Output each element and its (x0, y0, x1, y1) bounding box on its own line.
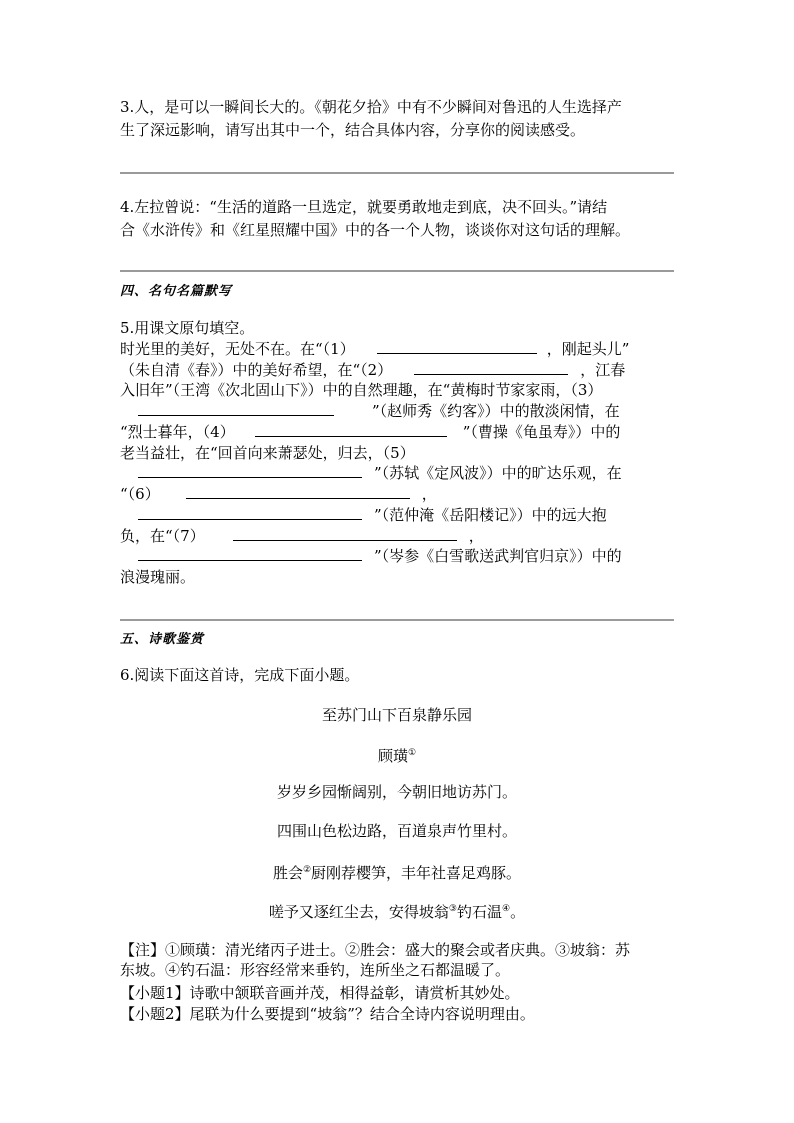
fill-blank-4[interactable] (255, 422, 447, 437)
section-4-title: 四、名句名篇默写 (120, 284, 233, 299)
q5-text: ， (468, 527, 484, 545)
question-5-line-8 (120, 484, 674, 504)
question-5-line-9 (120, 505, 674, 525)
fill-blank-6b[interactable] (138, 505, 362, 520)
q5-text: 时光里的美好，无处不在。在“（1） (120, 340, 355, 358)
question-5-line-6: 老当益壮，在“回首向来萧瑟处，归去，（5） (120, 444, 415, 462)
poem-author-name: 顾璜 (377, 747, 408, 765)
footnote-marker: ③ (448, 904, 457, 914)
question-5-intro: 5.用课文原句填空。 (120, 319, 255, 337)
poem-note-line-1: 【注】①顾璜：清光绪丙子进士。②胜会：盛大的聚会或者庆典。③坡翁：苏 (120, 941, 631, 959)
q5-text: ”（曹操《龟虽寿》）中的 (462, 423, 621, 441)
answer-divider-4 (120, 270, 674, 272)
q5-text: ”（范仲淹《岳阳楼记》）中的远大抱 (374, 506, 607, 524)
footnote-marker: ① (407, 748, 417, 758)
poem-verse-2: 四围山色松边路，百道泉声竹里村。 (276, 822, 517, 840)
poem-verse-3 (120, 860, 674, 883)
question-5-line-4 (120, 401, 674, 421)
q5-text: “烈士暮年，（4） (120, 423, 235, 441)
question-4-line-1: 4.左拉曾说：“生活的道路一旦选定，就要勇敢地走到底，决不回头。”请结 (120, 198, 608, 216)
verse-text: 。 (510, 903, 526, 921)
verse-text: 胜会 (272, 864, 303, 882)
poem-author (120, 743, 674, 766)
fill-blank-6a[interactable] (186, 484, 410, 499)
sub-question-1: 【小题1】诗歌中颔联音画并茂，相得益彰，请赏析其妙处。 (120, 984, 520, 1002)
footnote-marker: ② (302, 865, 312, 875)
question-5-line-5 (120, 422, 674, 442)
fill-blank-7b[interactable] (138, 546, 362, 561)
poem-verse-1: 岁岁乡园惭阔别，今朝旧地访苏门。 (276, 783, 517, 801)
fill-blank-1[interactable] (377, 339, 537, 354)
question-5-line-3: 入旧年”（王湾《次北固山下》）中的自然理趣，在“黄梅时节家家雨，（3） (120, 381, 603, 399)
verse-text: 钓石温 (456, 903, 502, 921)
question-5-line-11 (120, 546, 674, 566)
question-3-line-1: 3.人，是可以一瞬间长大的。《朝花夕拾》中有不少瞬间对鲁迅的人生选择产 (120, 98, 622, 116)
fill-blank-3[interactable] (138, 401, 334, 416)
q5-text: ”（赵师秀《约客》）中的散淡闲情，在 (372, 402, 620, 420)
q5-text: 负，在“（7） (120, 527, 205, 545)
question-5-line-1 (120, 339, 674, 359)
q5-text: “（6） (120, 485, 160, 503)
q5-text: （朱自清《春》）中的美好希望，在“（2） (120, 361, 393, 379)
poem-title: 至苏门山下百泉静乐园 (321, 706, 472, 724)
question-5-line-2 (120, 360, 674, 380)
question-5-line-7 (120, 463, 674, 483)
poem-notes (120, 940, 674, 980)
q5-text: ，江春 (580, 361, 626, 379)
footnote-marker: ④ (502, 904, 511, 914)
question-5-line-10 (120, 526, 674, 546)
verse-text: 厨刚荐樱笋，丰年社喜足鸡豚。 (311, 864, 522, 882)
poem-verse-4 (120, 899, 674, 922)
question-4 (120, 196, 674, 242)
question-6-intro: 6.阅读下面这首诗，完成下面小题。 (120, 666, 360, 684)
question-3 (120, 96, 674, 142)
sub-question-2: 【小题2】尾联为什么要提到“坡翁”？结合全诗内容说明理由。 (120, 1005, 535, 1023)
section-divider-5 (120, 619, 674, 621)
q5-text: ”（苏轼《定风波》）中的旷达乐观，在 (374, 464, 622, 482)
question-4-line-2: 合《水浒传》和《红星照耀中国》中的各一个人物，谈谈你对这句话的理解。 (120, 221, 631, 239)
answer-divider-3 (120, 172, 674, 174)
poem-note-line-2: 东坡。④钓石温：形容经常来垂钓，连所坐之石都温暖了。 (120, 961, 511, 979)
verse-text: 嗟予又逐红尘去，安得坡翁 (268, 903, 449, 921)
question-3-line-2: 生了深远影响，请写出其中一个，结合具体内容，分享你的阅读感受。 (120, 121, 586, 139)
fill-blank-7a[interactable] (233, 526, 457, 541)
q5-text: ， (421, 485, 437, 503)
q5-text: ，刚起头儿” (546, 340, 630, 358)
question-5-line-12: 浪漫瑰丽。 (120, 568, 196, 586)
fill-blank-2[interactable] (414, 360, 568, 375)
fill-blank-5[interactable] (138, 463, 362, 478)
q5-text: ”（岑参《白雪歌送武判官归京》）中的 (374, 547, 622, 565)
section-5-title: 五、诗歌鉴赏 (120, 632, 205, 647)
